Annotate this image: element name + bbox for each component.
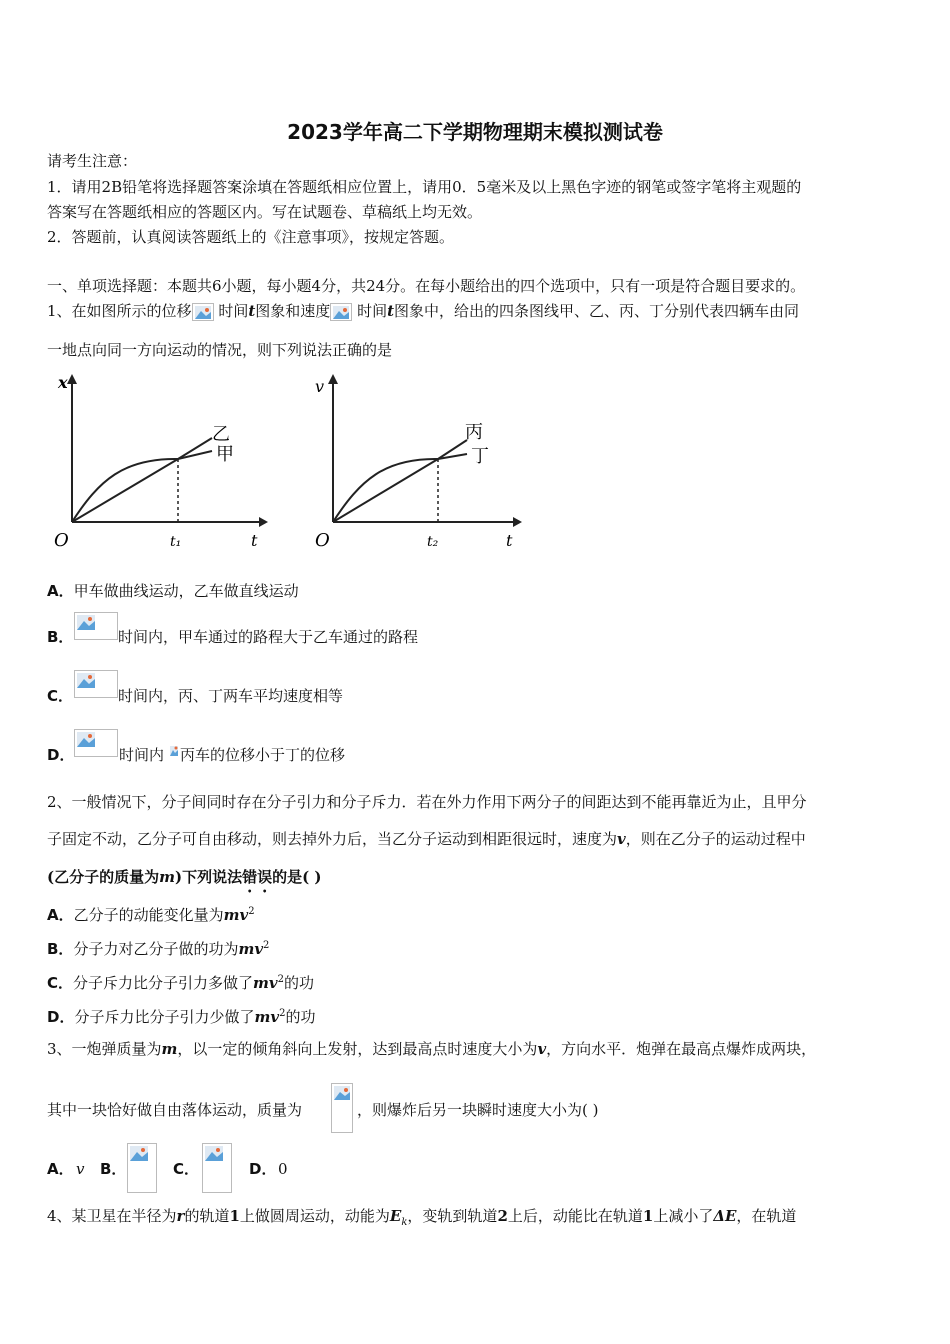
q2-option-d-mv: mv xyxy=(254,1008,280,1026)
q2-line-2a: 子固定不动，乙分子可自由移动，则去掉外力后，当乙分子运动到相距很远时，速度为 xyxy=(47,830,618,848)
broken-image-icon xyxy=(74,670,118,698)
q2-option-b-letter: B． xyxy=(47,940,74,958)
notice-item-1-line-1: 1．请用2B铅笔将选择题答案涂填在答题纸相应位置上，请用0．5毫米及以上黑色字迹的钢笔或签字笔将主观题的 xyxy=(47,178,802,196)
graph1-label-jia: 甲 xyxy=(216,444,234,465)
q1-option-a-text: 甲车做曲线运动，乙车做直线运动 xyxy=(73,582,299,600)
q2-option-b xyxy=(47,937,269,958)
q4-n3: 1 xyxy=(642,1207,654,1225)
q4-e: 上后，动能比在轨道 xyxy=(507,1207,643,1225)
q1-option-d-text-b: 丙车的位移小于丁的位移 xyxy=(180,746,346,764)
q3-line-2b: ，则爆炸后另一块瞬时速度大小为( ) xyxy=(357,1101,599,1119)
curve-ding xyxy=(333,454,467,522)
question-1-stem xyxy=(47,302,799,321)
q2-line-3 xyxy=(47,868,322,896)
q1-option-a xyxy=(47,582,299,600)
q1-option-b-text: 时间内，甲车通过的路程大于乙车通过的路程 xyxy=(118,628,419,646)
q4-n1: 1 xyxy=(229,1207,240,1225)
graph1-tick-t1: t₁ xyxy=(170,534,182,550)
q3-option-b-letter: B． xyxy=(100,1160,127,1178)
notice-item-2: 2．答题前，认真阅读答题纸上的《注意事项》，按规定答题。 xyxy=(47,228,455,246)
q1-stem-b2: t xyxy=(248,302,256,320)
q4-c: 上做圆周运动，动能为 xyxy=(239,1207,390,1225)
q2-line-3m: m xyxy=(159,868,175,886)
q3-line-1a: 3、一炮弹质量为 xyxy=(47,1040,162,1058)
q2-option-c xyxy=(47,971,314,992)
notice-item-1-line-2: 答案写在答题纸相应的答题区内。写在试题卷、草稿纸上均无效。 xyxy=(47,203,483,221)
curve-yi xyxy=(72,438,212,522)
q3-line-1m: m xyxy=(161,1040,178,1058)
q4-ek-sub: k xyxy=(401,1217,408,1228)
q4-line-1 xyxy=(47,1207,796,1232)
q2-option-c-sup: 2 xyxy=(277,974,284,985)
graph2-tick-t2: t₂ xyxy=(427,534,439,550)
q2-option-b-sup: 2 xyxy=(263,940,270,951)
curve-bing xyxy=(333,440,467,522)
q2-option-b-text: 分子力对乙分子做的功为 xyxy=(73,940,239,958)
graph-v-t xyxy=(305,370,535,555)
q4-g: ，在轨道 xyxy=(736,1207,797,1225)
broken-image-icon xyxy=(74,612,118,640)
q3-line-1v: v xyxy=(537,1040,547,1058)
q1-option-b-letter: B． xyxy=(47,628,74,646)
graph1-origin: O xyxy=(54,530,69,551)
q1-stem-d: 时间 xyxy=(357,302,388,320)
broken-image-icon xyxy=(330,303,352,321)
q2-line-3b: )下列说法 xyxy=(174,868,243,886)
graph2-y-label: v xyxy=(315,377,325,396)
section-1-heading: 一、单项选择题：本题共6小题，每小题4分，共24分。在每小题给出的四个选项中，只有一项是符合题目要求的。 xyxy=(47,277,806,295)
q1-option-c-text: 时间内，丙、丁两车平均速度相等 xyxy=(118,687,344,705)
q2-line-2b: ，则在乙分子的运动过程中 xyxy=(625,830,806,848)
graph-x-t xyxy=(44,370,274,555)
q1-option-c-letter: C． xyxy=(47,687,74,705)
q4-n2: 2 xyxy=(497,1207,508,1225)
graph1-label-yi: 乙 xyxy=(212,424,230,445)
q2-option-a-text: 乙分子的动能变化量为 xyxy=(73,906,224,924)
broken-image-icon xyxy=(127,1143,157,1193)
page-title: 2023学年高二下学期物理期末模拟测试卷 xyxy=(287,120,663,144)
q3-option-c-letter: C． xyxy=(173,1160,200,1178)
broken-image-icon xyxy=(74,729,118,757)
q3-line-1c: ，方向水平．炮弹在最高点爆炸成两块， xyxy=(546,1040,817,1058)
graph2-label-ding: 丁 xyxy=(471,446,489,467)
q3-option-a-text: v xyxy=(76,1160,85,1178)
q4-d: ，变轨到轨道 xyxy=(407,1207,498,1225)
q1-stem-a: 1、在如图所示的位移 xyxy=(47,302,192,320)
q3-option-d-text: 0 xyxy=(278,1160,288,1178)
broken-image-icon xyxy=(170,746,179,762)
q3-line-1b: ，以一定的倾角斜向上发射，达到最高点时速度大小为 xyxy=(177,1040,538,1058)
q1-stem-c: 图象和速度 xyxy=(255,302,331,320)
q2-option-a-mv: mv xyxy=(223,906,249,924)
q2-option-c-mv: mv xyxy=(253,974,278,992)
graph2-origin: O xyxy=(315,530,330,551)
q2-option-a xyxy=(47,903,255,924)
q4-b: 的轨道 xyxy=(184,1207,230,1225)
q2-option-d-letter: D． xyxy=(47,1008,75,1026)
q2-line-3c-emphasis: 错误 xyxy=(242,868,273,886)
q2-option-c-letter: C． xyxy=(47,974,74,992)
curve-jia xyxy=(72,451,212,522)
q3-line-1 xyxy=(47,1040,816,1058)
q3-option-a-letter: A． xyxy=(47,1160,74,1178)
q2-option-a-letter: A． xyxy=(47,906,74,924)
broken-image-icon xyxy=(331,1083,353,1133)
q2-line-3a: (乙分子的质量为 xyxy=(47,868,160,886)
broken-image-icon xyxy=(202,1143,232,1193)
q4-r: r xyxy=(176,1207,185,1225)
broken-image-icon xyxy=(192,303,214,321)
graph2-x-label: t xyxy=(506,531,513,550)
q1-option-d-text-a: 时间内 xyxy=(119,746,165,764)
question-1-stem-line-2: 一地点向同一方向运动的情况，则下列说法正确的是 xyxy=(47,341,393,359)
q2-line-2v: v xyxy=(617,830,626,848)
q2-option-a-sup: 2 xyxy=(248,906,255,917)
q1-option-a-letter: A． xyxy=(47,582,74,600)
q2-option-c-text-b: 的功 xyxy=(284,974,315,992)
q2-option-b-mv: mv xyxy=(238,940,264,958)
q4-a: 4、某卫星在半径为 xyxy=(47,1207,177,1225)
q4-ek: E xyxy=(389,1207,402,1225)
graph2-label-bing: 丙 xyxy=(465,422,483,443)
q3-line-2a: 其中一块恰好做自由落体运动，质量为 xyxy=(47,1101,303,1119)
q1-stem-b: 时间 xyxy=(218,302,249,320)
q2-option-c-text-a: 分子斥力比分子引力多做了 xyxy=(73,974,254,992)
q1-stem-d2: t xyxy=(387,302,395,320)
q2-line-2 xyxy=(47,830,806,848)
q1-stem-e: 图象中，给出的四条图线甲、乙、丙、丁分别代表四辆车由同 xyxy=(394,302,800,320)
q2-option-d-sup: 2 xyxy=(279,1008,286,1019)
q3-option-d-letter: D． xyxy=(249,1160,277,1178)
q1-option-d-letter: D． xyxy=(47,746,75,764)
q2-line-1: 2、一般情况下，分子间同时存在分子引力和分子斥力．若在外力作用下两分子的间距达到不能再靠近为止，且甲分 xyxy=(47,793,807,811)
q2-option-d xyxy=(47,1005,315,1026)
q2-option-d-text-b: 的功 xyxy=(285,1008,316,1026)
q4-de: ΔE xyxy=(713,1207,737,1225)
graph1-x-label: t xyxy=(251,531,258,550)
q4-f: 上减小了 xyxy=(653,1207,714,1225)
graph1-y-label: x xyxy=(58,373,68,392)
q2-option-d-text-a: 分子斥力比分子引力少做了 xyxy=(74,1008,255,1026)
notice-heading: 请考生注意： xyxy=(47,152,138,170)
q2-line-3d: 的是( ) xyxy=(272,868,322,886)
